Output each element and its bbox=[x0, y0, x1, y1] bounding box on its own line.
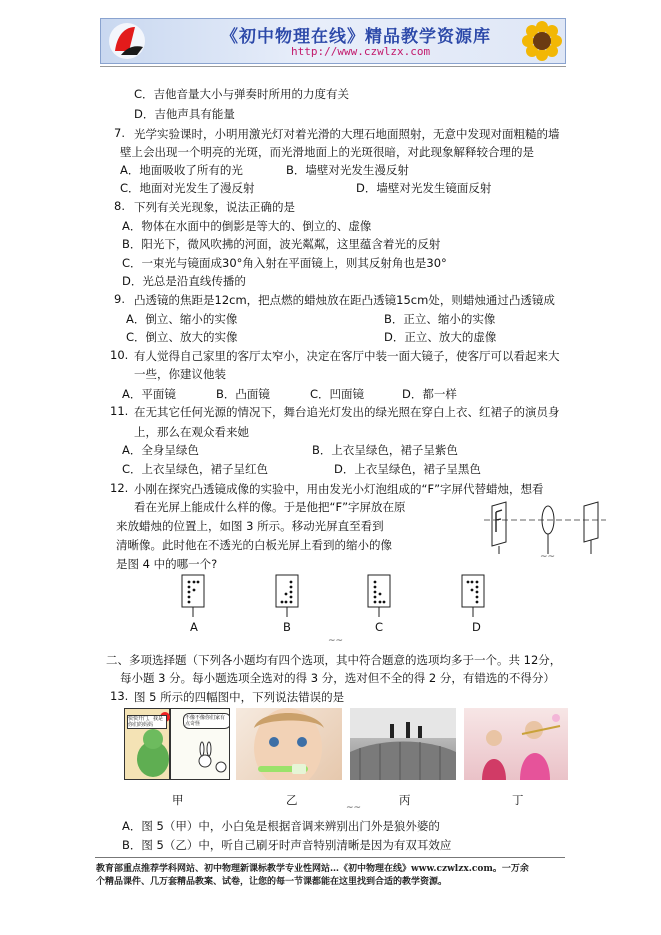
figure-4-label-a: A bbox=[190, 620, 198, 634]
echo-wall-photo-icon bbox=[350, 708, 456, 780]
q9-option-c: C．倒立、放大的实像 bbox=[126, 330, 238, 344]
figure-4-option-c-image bbox=[366, 573, 402, 617]
q10-stem-line1: 有人觉得自己家里的客厅太窄小，决定在客厅中装一面大镜子，使客厅可以看起来大 bbox=[134, 349, 560, 363]
section-2-instructions: 每小题 3 分。每小题选项全选对的得 3 分，选对但不全的得 2 分，有错选的不得分） bbox=[120, 671, 555, 685]
section-2-heading: 二、多项选择题（下列各小题均有四个选项，其中符合题意的选项均多于一个。共 12分， bbox=[106, 653, 562, 667]
q13-option-b: B．图 5（乙）中，听自己刷牙时声音特别清晰是因为有双耳效应 bbox=[122, 838, 452, 852]
q8-option-a: A．物体在水面中的倒影是等大的、倒立的、虚像 bbox=[122, 219, 372, 233]
q8-stem: 下列有关光现象，说法正确的是 bbox=[134, 200, 295, 214]
figure-5-ding-photo bbox=[464, 708, 568, 780]
q9-stem: 凸透镜的焦距是12cm，把点燃的蜡烛放在距凸透镜15cm处，则蜡烛通过凸透镜成 bbox=[134, 293, 555, 307]
figure-5-yi-photo bbox=[236, 708, 342, 780]
figure-3-optical-bench bbox=[482, 498, 608, 554]
cartoon-speech-bubble-2: 不像不像你们家有点奇怪 bbox=[183, 713, 230, 729]
q11-option-b: B．上衣呈绿色，裙子呈紫色 bbox=[312, 443, 458, 457]
q7-stem-line2: 壁上会出现一个明亮的光斑，而光滑地面上的光斑很暗，对此现象解释较合理的是 bbox=[120, 145, 534, 159]
figure-5-mark: ~~ bbox=[346, 803, 362, 813]
flute-performers-icon bbox=[464, 708, 568, 780]
q10-number: 10. bbox=[110, 348, 129, 362]
q9-option-d: D．正立、放大的虚像 bbox=[384, 330, 497, 344]
q11-option-d: D．上衣呈绿色，裙子呈黑色 bbox=[334, 462, 481, 476]
q13-stem: 图 5 所示的四幅图中，下列说法错误的是 bbox=[134, 690, 345, 704]
q8-option-d: D．光总是沿直线传播的 bbox=[122, 274, 246, 288]
cartoon-speech-bubble-1: 快快开门，我是你们的妈妈 bbox=[127, 715, 167, 729]
q12-stem-line3: 来放蜡烛的位置上，如图 3 所示。移动光屏直至看到 bbox=[116, 519, 384, 533]
q12-number: 12. bbox=[110, 481, 129, 495]
header-divider bbox=[100, 66, 566, 67]
sunflower-icon bbox=[521, 20, 563, 62]
q10-option-c: C．凹面镜 bbox=[310, 387, 365, 401]
figure-3-mark: ~~ bbox=[540, 552, 556, 562]
figure-4-mark: ~~ bbox=[328, 636, 344, 646]
q12-stem-line5: 是图 4 中的哪一个? bbox=[116, 557, 218, 571]
q10-option-d: D．都一样 bbox=[402, 387, 457, 401]
q12-stem-line4: 清晰像。此时他在不透光的白板光屏上看到的缩小的像 bbox=[116, 538, 392, 552]
figure-5-caption-jia: 甲 bbox=[172, 793, 184, 807]
q11-option-a: A．全身呈绿色 bbox=[122, 443, 199, 457]
q9-option-a: A．倒立、缩小的实像 bbox=[126, 312, 238, 326]
q11-stem-line1: 在无其它任何光源的情况下，舞台追光灯发出的绿光照在穿白上衣、红裙子的演员身 bbox=[134, 405, 560, 419]
figure-5-caption-ding: 丁 bbox=[512, 793, 524, 807]
figure-4-label-c: C bbox=[375, 620, 384, 634]
footer-line2: 个精品课件、几万套精品教案、试卷，让您的每一节课都能在这里找到合适的教学资源。 bbox=[96, 877, 448, 887]
q8-number: 8. bbox=[114, 199, 125, 213]
q11-number: 11. bbox=[110, 404, 129, 418]
banner-url[interactable]: http://www.czwlzx.com bbox=[291, 45, 431, 58]
q10-option-a: A．平面镜 bbox=[122, 387, 176, 401]
q7-option-b: B．墙壁对光发生漫反射 bbox=[286, 163, 409, 177]
q8-option-c: C．一束光与镜面成30°角入射在平面镜上，则其反射角也是30° bbox=[122, 256, 447, 270]
q7-option-a: A．地面吸收了所有的光 bbox=[120, 163, 243, 177]
figure-4-label-d: D bbox=[472, 620, 481, 634]
figure-4-option-a-image bbox=[180, 573, 216, 617]
header-banner bbox=[100, 18, 566, 64]
q12-stem-line1: 小刚在探究凸透镜成像的实验中，用由发光小灯泡组成的“F”字屏代替蜡烛，想看 bbox=[134, 482, 544, 496]
banner-title: 《初中物理在线》精品教学资源库 bbox=[221, 27, 491, 47]
figure-4-option-b-image bbox=[274, 573, 310, 617]
figure-5-caption-yi: 乙 bbox=[286, 793, 298, 807]
site-logo-icon bbox=[107, 21, 147, 61]
q9-option-b: B．正立、缩小的实像 bbox=[384, 312, 496, 326]
figure-4-label-b: B bbox=[283, 620, 291, 634]
q6-option-c: C．吉他音量大小与弹奏时所用的力度有关 bbox=[134, 87, 350, 101]
q13-number: 13. bbox=[110, 689, 129, 703]
q11-option-c: C．上衣呈绿色，裙子呈红色 bbox=[122, 462, 269, 476]
q7-option-c: C．地面对光发生了漫反射 bbox=[120, 181, 255, 195]
q10-stem-line2: 一些，你建议他装 bbox=[134, 367, 226, 381]
footer-divider bbox=[95, 857, 565, 858]
figure-5-bing-photo bbox=[350, 708, 456, 780]
q13-option-a: A．图 5（甲）中，小白兔是根据音调来辨别出门外是狼外婆的 bbox=[122, 819, 440, 833]
q12-stem-line2: 看在光屏上能成什么样的像。于是他把“F”字屏放在原 bbox=[134, 500, 406, 514]
figure-4-option-d-image bbox=[460, 573, 496, 617]
girl-brushing-teeth-icon bbox=[236, 708, 342, 780]
figure-5-caption-bing: 丙 bbox=[399, 793, 411, 807]
q10-option-b: B．凸面镜 bbox=[216, 387, 270, 401]
q11-stem-line2: 上，那么在观众看来她 bbox=[134, 425, 249, 439]
q7-stem-line1: 光学实验课时，小明用激光灯对着光滑的大理石地面照射，无意中发现对面粗糙的墙 bbox=[134, 127, 560, 141]
figure-5-jia-cartoon bbox=[124, 708, 230, 780]
q9-number: 9. bbox=[114, 292, 125, 306]
q8-option-b: B．阳光下，微风吹拂的河面，波光粼粼，这里蕴含着光的反射 bbox=[122, 237, 441, 251]
q6-option-d: D．吉他声具有能量 bbox=[134, 107, 235, 121]
q7-option-d: D．墙壁对光发生镜面反射 bbox=[356, 181, 492, 195]
footer-line1: 教育部重点推荐学科网站、初中物理新课标教学专业性网站…《初中物理在线》www.czwlzx.com。一万余 bbox=[96, 864, 529, 874]
q7-number: 7. bbox=[114, 126, 125, 140]
